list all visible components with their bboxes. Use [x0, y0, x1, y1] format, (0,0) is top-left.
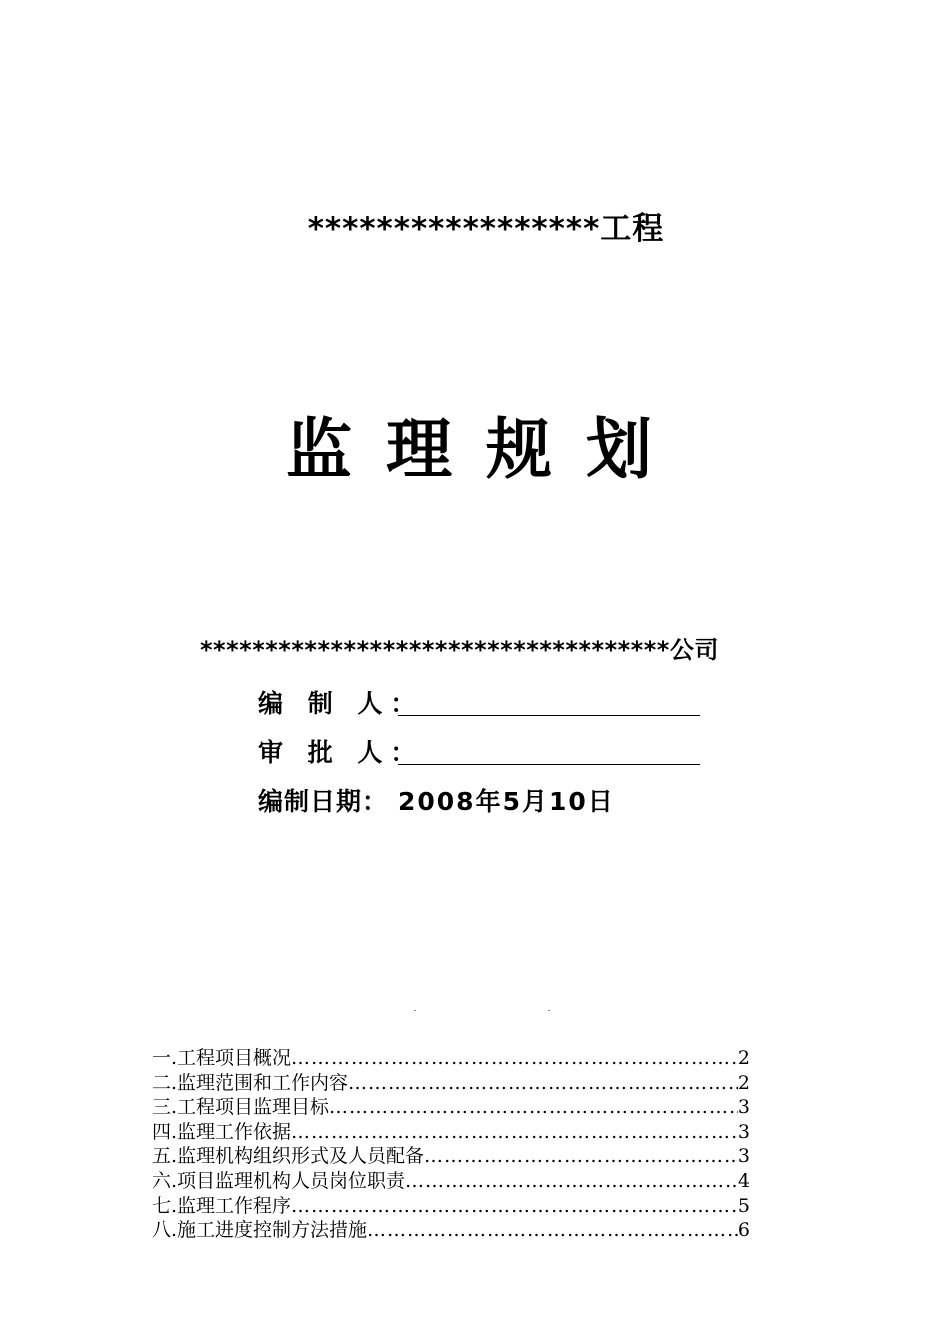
toc-entry-title: 一.工程项目概况 [152, 1047, 292, 1069]
toc-entry[interactable] [152, 1046, 750, 1071]
toc-dot-leader [291, 1194, 738, 1219]
toc-dot-leader [329, 1095, 738, 1120]
scan-speck [548, 1010, 550, 1011]
toc-entry[interactable] [152, 1120, 750, 1145]
toc-entry[interactable] [152, 1095, 750, 1120]
toc-entry-title: 六.项目监理机构人员岗位职责 [152, 1169, 406, 1192]
toc-entry[interactable] [152, 1194, 750, 1219]
toc-entry[interactable] [152, 1144, 750, 1169]
document-title: 监理规划 [286, 411, 686, 488]
toc-page-number: 6 [737, 1219, 750, 1242]
approver-field [258, 733, 700, 769]
project-title: *****************工程 [307, 211, 665, 247]
toc-entry-title: 七.监理工作程序 [152, 1194, 292, 1217]
toc-dot-leader [367, 1218, 738, 1243]
toc-dot-leader [405, 1169, 738, 1194]
toc-page-number: 4 [737, 1169, 750, 1192]
toc-dot-leader [291, 1120, 738, 1145]
toc-entry[interactable] [152, 1218, 750, 1243]
approver-signature-line [398, 762, 700, 765]
toc-dot-leader [291, 1046, 738, 1071]
toc-page-number: 5 [737, 1194, 750, 1217]
toc-page-number: 2 [737, 1071, 750, 1094]
toc-page-number: 3 [737, 1096, 750, 1119]
toc-entry[interactable] [152, 1071, 750, 1096]
toc-dot-leader [348, 1071, 738, 1096]
toc-dot-leader [424, 1144, 738, 1169]
toc-entry-title: 二.监理范围和工作内容 [152, 1071, 349, 1094]
approver-label: 审 批 人： [258, 738, 424, 767]
toc-entry-title: 八.施工进度控制方法措施 [152, 1219, 368, 1242]
company-line: ************************************公司 [200, 636, 719, 664]
toc-page-number: 2 [737, 1047, 750, 1069]
table-of-contents [152, 1046, 750, 1243]
toc-page-number: 3 [737, 1120, 750, 1143]
date-value: 2008年5月10日 [398, 787, 615, 816]
scan-speck [414, 1010, 416, 1011]
toc-entry[interactable] [152, 1169, 750, 1194]
date-label: 编制日期： [258, 787, 389, 816]
toc-entry-title: 五.监理机构组织形式及人员配备 [152, 1145, 425, 1168]
date-field [258, 782, 615, 818]
toc-entry-title: 三.工程项目监理目标 [152, 1096, 330, 1119]
toc-page-number: 3 [737, 1145, 750, 1168]
compiler-field [258, 684, 700, 720]
compiler-signature-line [398, 713, 700, 716]
compiler-label: 编 制 人： [258, 689, 424, 718]
toc-entry-title: 四.监理工作依据 [152, 1120, 292, 1143]
